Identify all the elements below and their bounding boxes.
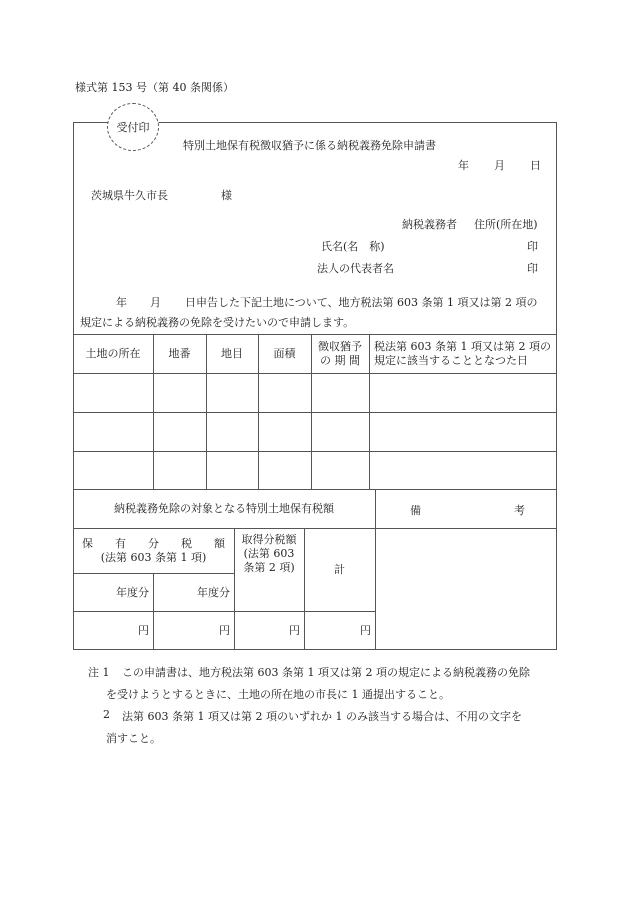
header-deferral-period-line-2: の 期 間 [320,354,360,367]
remarks-label-2: 考 [514,504,525,517]
cell-deferral-period[interactable] [311,452,369,489]
form-title: 特別土地保有税徴収猶予に係る納税義務免除申請書 [183,139,436,152]
cell-lot-number[interactable] [153,413,206,451]
statement-month: 月 [150,296,161,309]
note-1-line-2: を受けようとするときに、土地の所在地の市長に 1 通提出すること。 [106,688,450,701]
statement-line-2: 規定による納税義務の免除を受けたいので申請します。 [80,316,355,329]
holding-tax-article: (法第 603 条第 1 項) [100,551,207,564]
header-deferral-period-line-1: 徴収猶予 [318,340,362,353]
header-deferral-period [311,335,369,373]
amount-fiscal-year-b[interactable]: 円 [219,623,230,637]
holding-tax-header [73,529,234,573]
seal-mark-2: 印 [527,262,538,275]
amount-fiscal-year-a[interactable]: 円 [138,623,149,637]
fiscal-year-a-label[interactable]: 年度分 [116,585,149,599]
acquisition-tax-article-1: (法第 603 [243,547,295,560]
cell-applicable-date[interactable] [369,452,557,489]
tax-table-heading: 納税義務免除の対象となる特別土地保有税額 [114,502,334,515]
header-applicable-date [369,335,557,373]
cell-area[interactable] [258,452,311,489]
cell-applicable-date[interactable] [369,413,557,451]
cell-location[interactable] [73,374,153,412]
cell-lot-number[interactable] [153,374,206,412]
amount-total[interactable]: 円 [360,623,371,637]
acquisition-tax-article-2: 条第 2 項) [243,561,295,574]
amount-acquisition[interactable]: 円 [289,623,300,637]
cell-land-category[interactable] [206,452,258,489]
cell-lot-number[interactable] [153,452,206,489]
applicant-name-label[interactable]: 氏名(名 称) [321,240,385,253]
header-applicable-date-line-1: 税法第 603 条第 1 項又は第 2 項の [374,340,551,353]
seal-mark-1: 印 [527,240,538,253]
date-month: 月 [494,159,505,172]
note-2-line-1: 法第 603 条第 1 項又は第 2 項のいずれか 1 のみ該当する場合は、不用の文字を [122,710,522,723]
header-lot-number: 地番 [168,347,191,360]
cell-deferral-period[interactable] [311,374,369,412]
reception-stamp: 受付印 [107,103,159,151]
acquisition-tax-header [234,529,304,587]
total-header: 計 [334,563,345,576]
remarks-field[interactable] [375,529,557,649]
applicant-role: 納税義務者 [402,218,457,231]
cell-location[interactable] [73,452,153,489]
note-1-label: 注 1 [88,666,110,679]
cell-location[interactable] [73,413,153,451]
cell-applicable-date[interactable] [369,374,557,412]
cell-area[interactable] [258,374,311,412]
cell-land-category[interactable] [206,374,258,412]
remarks-label-1: 備 [410,504,421,517]
header-applicable-date-line-2: 規定に該当することとなつた日 [374,354,528,367]
cell-deferral-period[interactable] [311,413,369,451]
note-2-label: 2 [103,708,110,721]
header-location: 土地の所在 [85,347,141,360]
holding-tax-label: 保 有 分 税 額 [82,537,225,550]
note-1-line-1: この申請書は、地方税法第 603 条第 1 項又は第 2 項の規定による納税義務の免除 [122,666,530,679]
statement-year: 年 [116,296,127,309]
representative-label[interactable]: 法人の代表者名 [317,262,394,275]
statement-line-1: 日申告した下記土地について、地方税法第 603 条第 1 項又は第 2 項の [185,296,538,309]
header-land-category: 地目 [221,347,243,360]
applicant-address-label[interactable]: 住所(所在地) [474,218,538,231]
cell-land-category[interactable] [206,413,258,451]
date-year: 年 [458,159,469,172]
form-number: 様式第 153 号（第 40 条関係） [75,81,234,94]
addressee-honorific: 様 [221,189,232,202]
addressee-name: 茨城県牛久市長 [91,189,168,202]
cell-area[interactable] [258,413,311,451]
note-2-line-2: 消すこと。 [106,732,161,745]
date-day: 日 [530,159,541,172]
header-area: 面積 [273,347,296,360]
fiscal-year-b-label[interactable]: 年度分 [197,585,230,599]
acquisition-tax-label: 取得分税額 [241,533,297,546]
